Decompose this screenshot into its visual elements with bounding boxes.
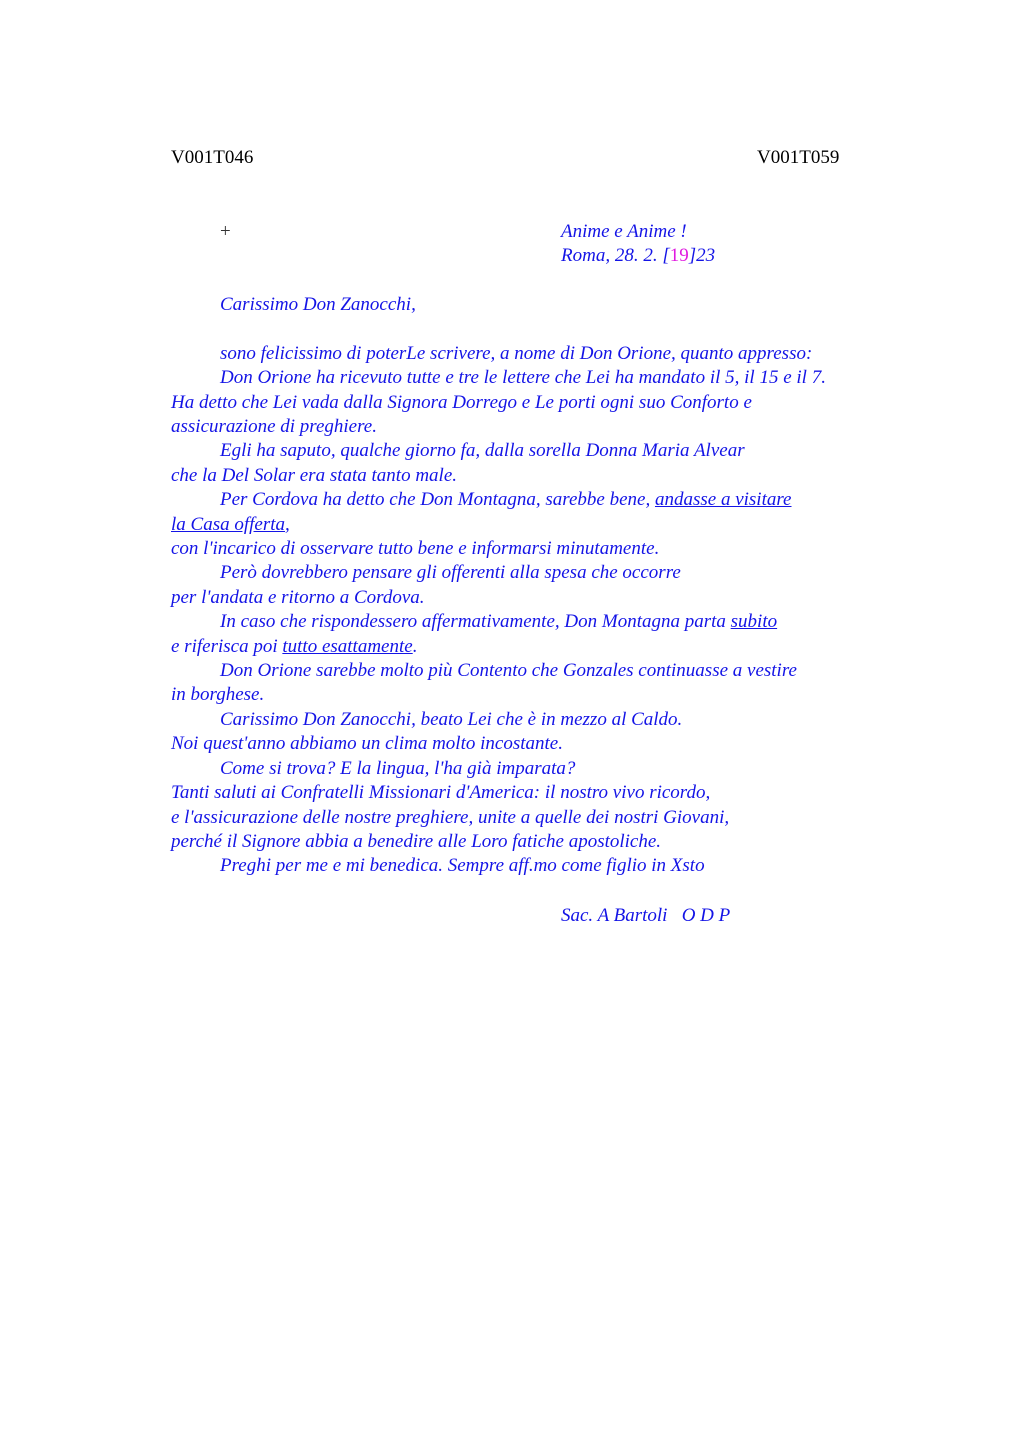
body-text-run: , [285,513,290,535]
letter-body [171,293,911,879]
body-line: assicurazione di preghiere. [171,416,377,438]
cross-mark: + [220,221,231,242]
underlined-text: tutto esattamente [282,635,413,657]
body-line: sono felicissimo di poterLe scrivere, a nome di Don Orione, quanto appresso: [220,342,813,364]
underlined-text: la Casa offerta [171,513,286,535]
body-text-run: . [412,635,418,657]
salutation: Carissimo Don Zanocchi, [220,294,416,315]
body-line: perché il Signore abbia a benedire alle Loro fatiche apostoliche. [171,830,662,852]
body-line: per l'andata e ritorno a Cordova. [171,586,425,608]
left-document-code: V001T046 [171,147,254,168]
body-line: Tanti saluti ai Confratelli Missionari d'America: il nostro vivo ricordo, [171,782,711,804]
body-line: Egli ha saputo, qualche giorno fa, dalla sorella Donna Maria Alvear [220,440,745,462]
date-prefix: Roma, 28. 2. [ [561,245,670,266]
body-line: e l'assicurazione delle nostre preghiere, unite a quelle dei nostri Giovani, [171,806,730,828]
body-line: Ha detto che Lei vada dalla Signora Dorrego e Le porti ogni suo Conforto e [171,391,752,413]
body-line: Don Orione ha ricevuto tutte e tre le lettere che Lei ha mandato il 5, il 15 e il 7. [220,367,826,389]
body-text-run: Per Cordova ha detto che Don Montagna, sarebbe bene, [220,489,655,511]
closing-line: Preghi per me e mi benedica. Sempre aff.mo come figlio in Xsto [220,855,705,877]
body-text-run: In caso che rispondessero affermativamente, Don Montagna parta [220,611,731,633]
blank-line [171,317,911,341]
body-line [171,513,911,537]
body-line: Noi quest'anno abbiamo un clima molto incostante. [171,733,563,755]
underlined-text: subito [730,611,778,633]
body-line [171,488,911,512]
right-document-code: V001T059 [757,147,840,168]
underlined-text: andasse a visitare [654,489,792,511]
motto: Anime e Anime ! [561,221,687,242]
date-year-insert: 19 [669,245,689,266]
body-line: Carissimo Don Zanocchi, beato Lei che è in mezzo al Caldo. [220,708,683,730]
body-line: Don Orione sarebbe molto più Contento che Gonzales continuasse a vestire [220,660,797,682]
body-line: che la Del Solar era stata tanto male. [171,464,458,486]
date-suffix: ]23 [688,245,716,266]
body-line [171,610,911,634]
body-line: in borghese. [171,684,265,706]
dateline [561,244,715,268]
body-line: Come si trova? E la lingua, l'ha già imparata? [220,757,576,779]
body-line [171,635,911,659]
body-text-run: e riferisca poi [171,635,283,657]
body-line: con l'incarico di osservare tutto bene e informarsi minutamente. [171,538,660,560]
body-line: Però dovrebbero pensare gli offerenti alla spesa che occorre [220,562,681,584]
signature: Sac. A Bartoli O D P [561,905,731,926]
